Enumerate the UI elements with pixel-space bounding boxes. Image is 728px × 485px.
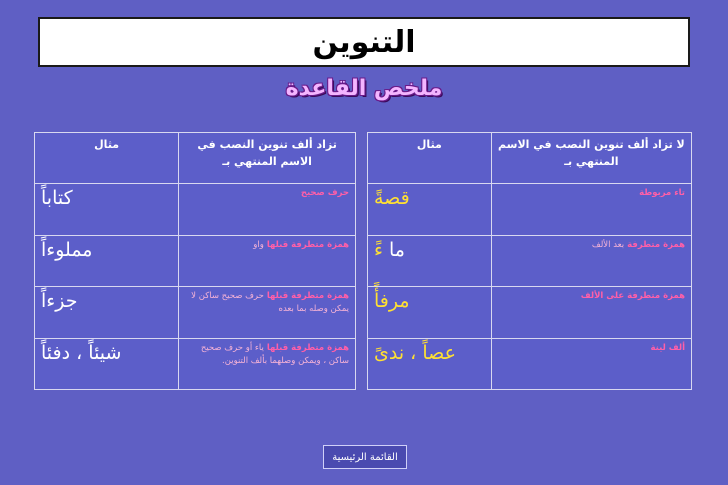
example-cell: قصةً xyxy=(368,184,492,235)
example-cell: كتاباً xyxy=(35,184,179,235)
table-header-row xyxy=(35,133,356,184)
example-cell: مملوءاً xyxy=(35,235,179,286)
title-box xyxy=(38,17,690,67)
page-title: التنوين xyxy=(312,24,416,60)
rule-cell: همزة متطرفة بعد الألف xyxy=(491,235,691,286)
header-rule: تزاد ألف تنوين النصب في الاسم المنتهي بـ xyxy=(179,133,356,184)
header-example: مثال xyxy=(35,133,179,184)
rule-cell: تاء مربوطة xyxy=(491,184,691,235)
rule-cell: همزة متطرفة قبلها حرف صحيح ساكن لا يمكن وصله بما بعده xyxy=(179,287,356,338)
table-row xyxy=(35,338,356,389)
table-row xyxy=(35,235,356,286)
table-row xyxy=(35,184,356,235)
rule-cell: همزة متطرفة قبلها ياء أو حرف صحيح ساكن ، ويمكن وصلهما بألف التنوين. xyxy=(179,338,356,389)
table-row xyxy=(368,235,692,286)
example-cell: مرفأً xyxy=(368,287,492,338)
example-cell: عصاً ، ندىً xyxy=(368,338,492,389)
table-header-row xyxy=(368,133,692,184)
main-menu-button[interactable]: القائمة الرئيسية xyxy=(323,445,407,469)
rule-cell: حرف صحيح xyxy=(179,184,356,235)
header-example: مثال xyxy=(368,133,492,184)
table-row xyxy=(35,287,356,338)
example-cell: ما ءً xyxy=(368,235,492,286)
rule-cell: همزة متطرفة على الألف xyxy=(491,287,691,338)
table-row xyxy=(368,338,692,389)
table-row xyxy=(368,184,692,235)
rule-table-with-alef xyxy=(34,132,356,390)
rule-cell: همزة متطرفة قبلها واو xyxy=(179,235,356,286)
rule-table-no-alef xyxy=(367,132,692,390)
page-subtitle: ملخص القاعدة xyxy=(285,76,443,101)
rule-cell: ألف لينة xyxy=(491,338,691,389)
example-cell: شيئاً ، دفئاً xyxy=(35,338,179,389)
example-cell: جزءاً xyxy=(35,287,179,338)
header-rule: لا تزاد ألف تنوين النصب في الاسم المنتهي بـ xyxy=(491,133,691,184)
table-row xyxy=(368,287,692,338)
